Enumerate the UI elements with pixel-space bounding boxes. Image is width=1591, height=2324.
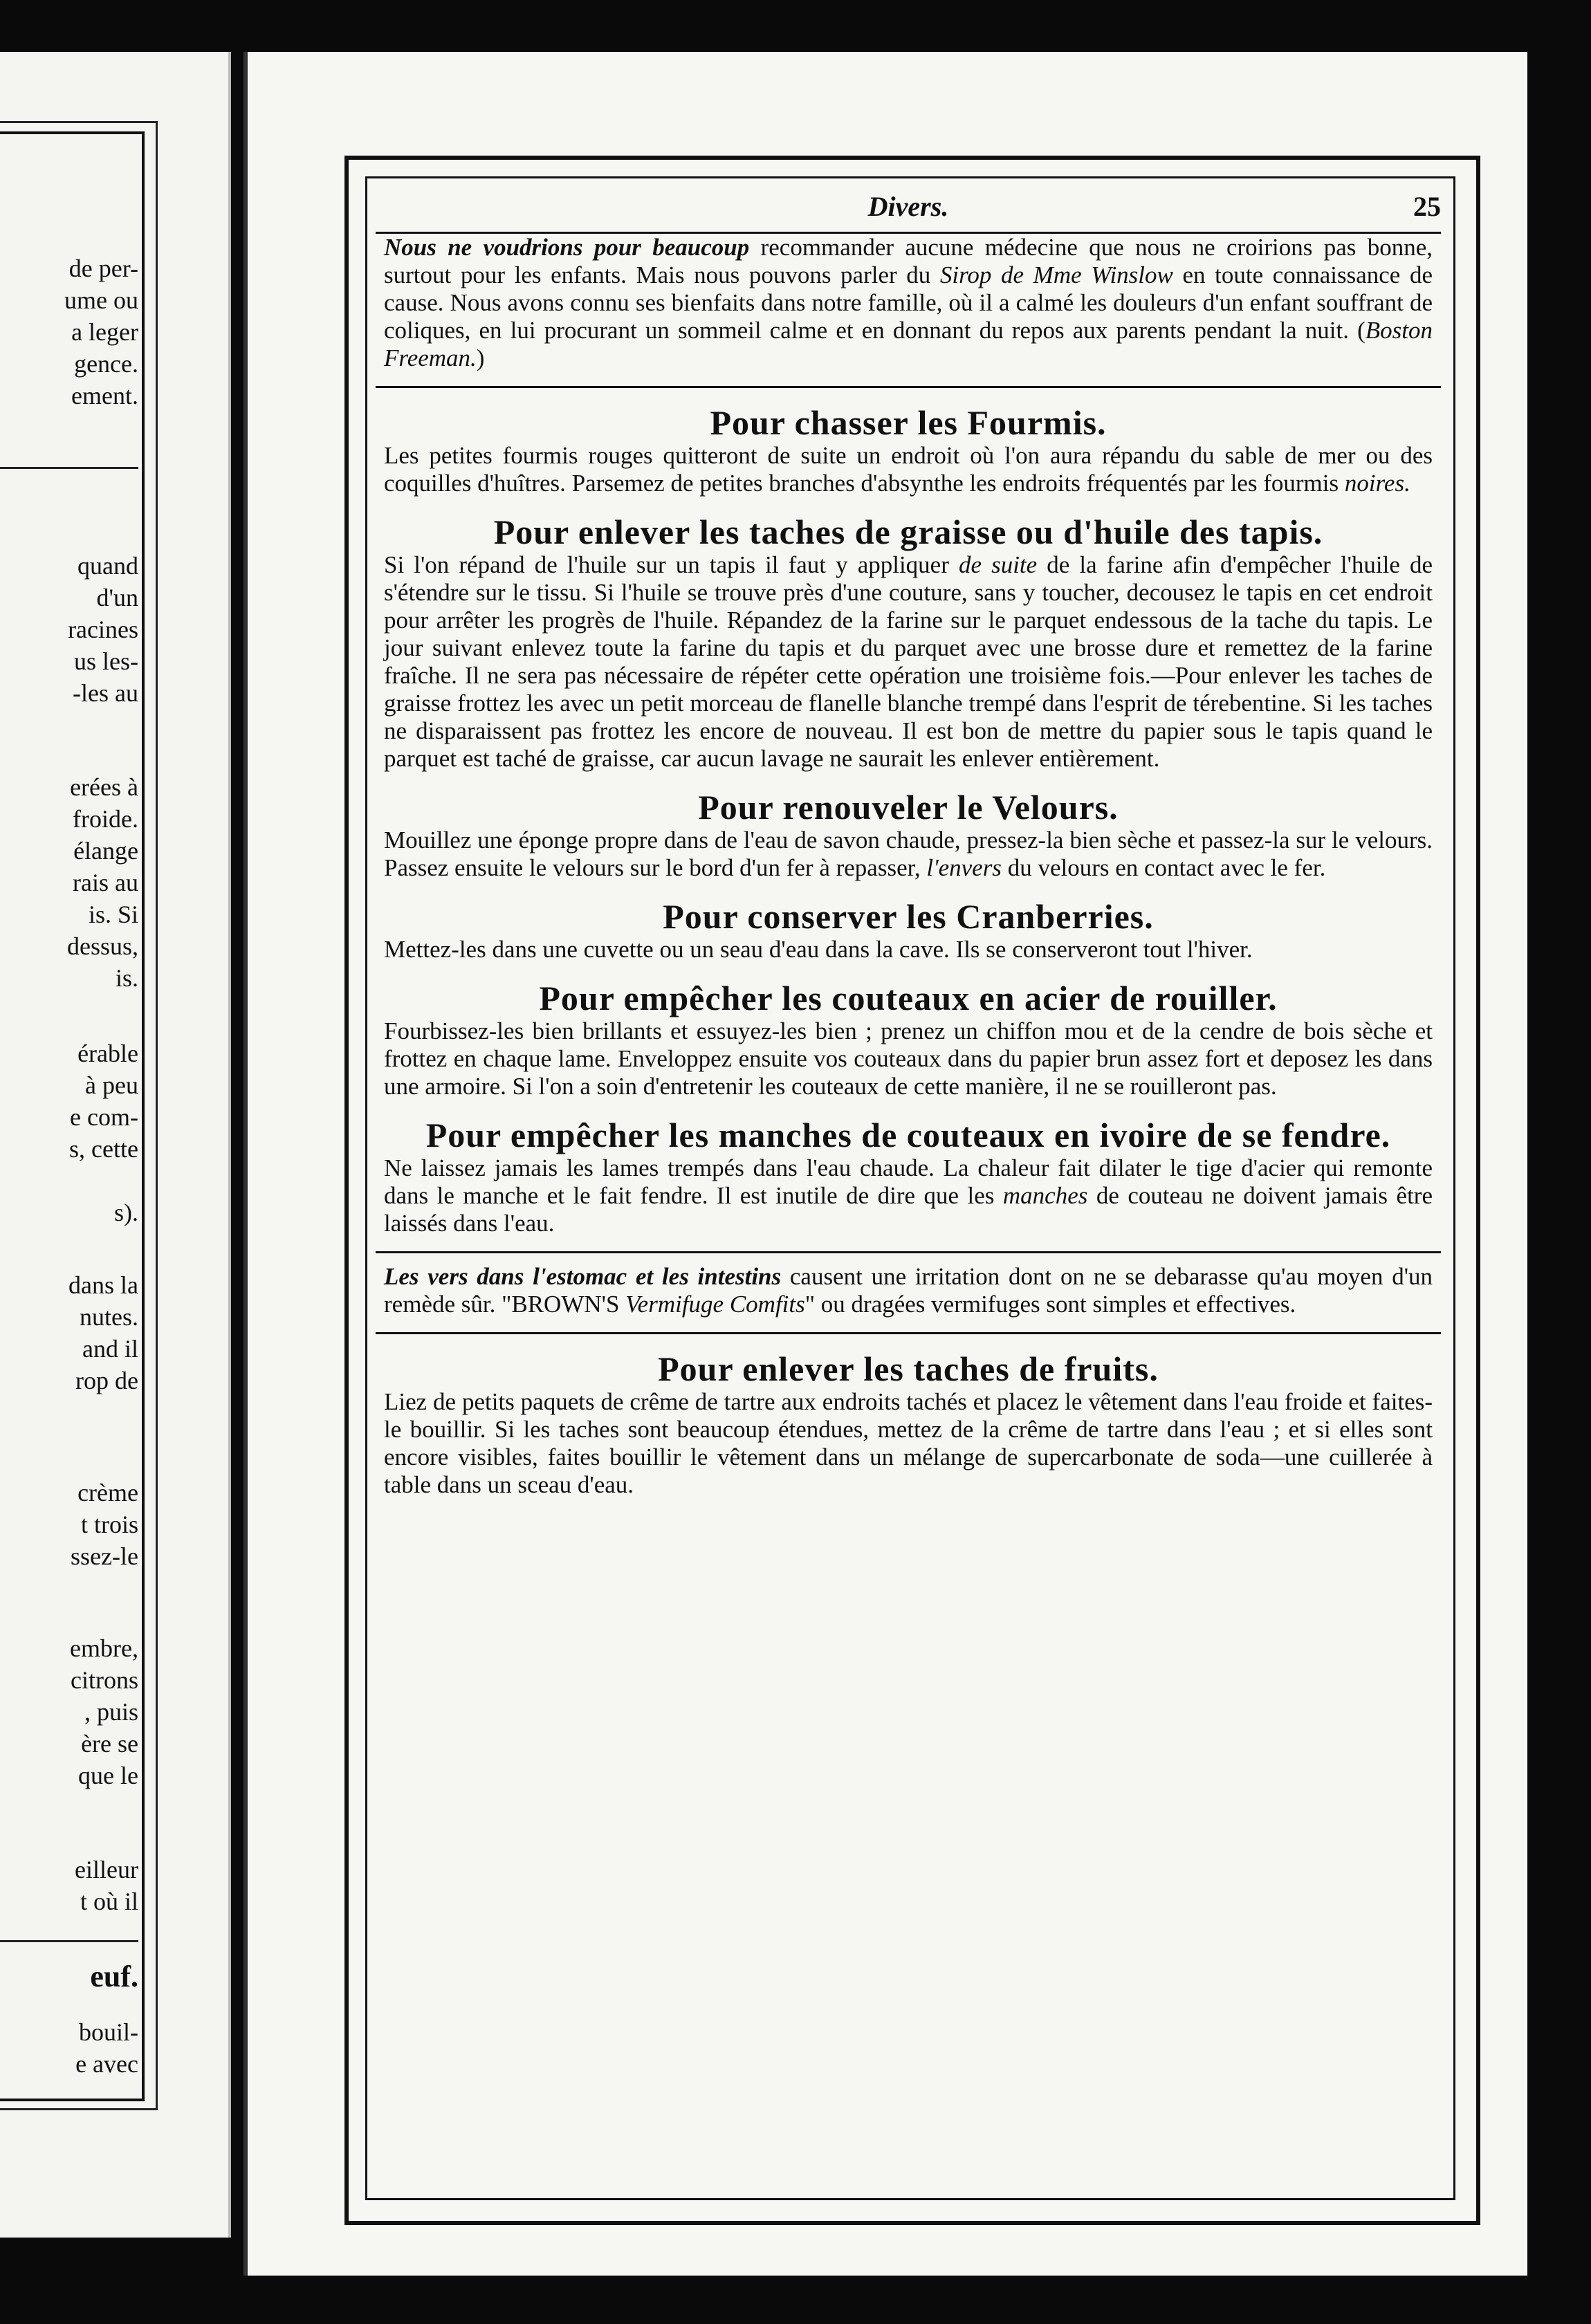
- section-divider: [376, 1251, 1441, 1253]
- previous-page-line: que le: [78, 1762, 138, 1789]
- previous-page-line: rop de: [75, 1367, 138, 1394]
- previous-page-line: is. Si: [88, 901, 138, 928]
- previous-page-line: eilleur: [75, 1856, 138, 1883]
- previous-page-line: bouil-: [79, 2018, 138, 2046]
- page-content: [376, 183, 1441, 1499]
- text-graisse: [376, 551, 1441, 773]
- vermifuge-text: " ou dragées vermifuges sont simples et effectives.: [804, 1291, 1296, 1318]
- page-number: 25: [1413, 191, 1441, 222]
- previous-page-line: de per-: [68, 255, 138, 282]
- text-ivoire-body: de couteau ne doivent jamais être laissés dans l'eau.: [384, 1182, 1433, 1237]
- previous-page-line: e avec: [75, 2050, 138, 2078]
- previous-page-line: dans la: [68, 1271, 138, 1299]
- text-ivoire-body: Ne laissez jamais les lames trempés dans l'eau chaude. La chaleur fait dilater le tige d'acier qui remonte dans le manche et le fait fendre. Il est inutile de dire que les: [384, 1154, 1433, 1209]
- previous-page-heading: euf.: [90, 1959, 138, 1993]
- previous-page-line: à peu: [85, 1071, 138, 1099]
- previous-page-line: e com-: [70, 1103, 138, 1131]
- text-couteaux: Fourbissez-les bien brillants et essuyez-les bien ; prenez un chiffon mou et de la cendre de bois sèche et frottez en chaque lame. Enveloppez ensuite vos couteaux dans du papier brun assez fort et deposez les dans une armoire. Si l'on a soin d'entretenir les couteaux de cette manière, il ne se rouilleront pas.: [384, 1017, 1433, 1100]
- text-velours: [376, 827, 1441, 882]
- previous-page-line: crème: [77, 1479, 138, 1506]
- previous-page-line: a leger: [71, 318, 138, 346]
- previous-page-line: nutes.: [80, 1303, 138, 1331]
- text-cranberries: Mettez-les dans une cuvette ou un seau d'eau dans la cave. Ils se conserveront tout l'hiver.: [384, 936, 1253, 963]
- previous-page-line: rais au: [73, 869, 138, 896]
- previous-page-line: élange: [73, 837, 138, 865]
- previous-page-line: quand: [77, 552, 138, 580]
- heading-ivoire: Pour empêcher les manches de couteaux en ivoire de se fendre.: [425, 1116, 1391, 1154]
- text-fruits: Liez de petits paquets de crême de tartre aux endroits tachés et placez le vêtement dans l'eau froide et faites-le bouillir. Si les taches sont beaucoup étendues, mettez de la crême de tartre dans l'eau ; et si elles sont encore visibles, faites bouillir le vêtement dans un mélange de supercarbonate de soda—une cuillerée à table dans un sceau d'eau.: [384, 1388, 1433, 1498]
- previous-page-line: us les-: [74, 647, 138, 675]
- previous-page-line: s).: [114, 1199, 138, 1226]
- ad-text: recommander aucune médecine que nous ne croirions pas bonne, surtout pour les enfants. Mais nous pouvons parler du: [384, 234, 1433, 288]
- previous-page-line: t trois: [80, 1511, 138, 1538]
- ad-product: Sirop de Mme Winslow: [939, 261, 1173, 288]
- text-graisse-italic: de suite: [958, 551, 1038, 578]
- text-ivoire-italic: manches: [1002, 1182, 1088, 1209]
- vermifuge-advertisement: [376, 1263, 1441, 1318]
- text-ivoire: [376, 1154, 1441, 1237]
- heading-cranberries: Pour conserver les Cranberries.: [663, 897, 1154, 936]
- text-velours-italic: l'envers: [926, 854, 1002, 881]
- heading-graisse: Pour enlever les taches de graisse ou d'huile des tapis.: [493, 513, 1323, 551]
- winslow-advertisement: [376, 234, 1441, 372]
- text-velours-body: Mouillez une éponge propre dans de l'eau de savon chaude, pressez-la bien sèche et passez-la sur le velours. Passez ensuite le velours sur le bord d'un fer à repasser,: [384, 827, 1433, 881]
- text-fourmis: [376, 442, 1441, 497]
- previous-page-line: ssez-le: [71, 1542, 138, 1570]
- previous-page-line: s, cette: [69, 1135, 138, 1163]
- vermifuge-product: Vermifuge Comfits: [625, 1291, 805, 1318]
- previous-page-line: ume ou: [64, 286, 138, 314]
- vermifuge-text: causent une irritation dont on ne se debarasse qu'au moyen d'un remède sûr. "BROWN'S: [384, 1263, 1433, 1318]
- vermifuge-lead: Les vers dans l'estomac et les intestins: [384, 1263, 782, 1290]
- previous-page-line: érable: [77, 1040, 138, 1067]
- previous-page-line: d'un: [96, 584, 138, 611]
- previous-page-line: racines: [68, 616, 138, 643]
- previous-page-line: erées à: [70, 773, 138, 801]
- previous-page-rule: [0, 467, 138, 469]
- previous-page-line: dessus,: [66, 932, 138, 960]
- previous-page-line: froide.: [73, 805, 138, 833]
- page: [243, 52, 1527, 2276]
- previous-page-line: embre,: [70, 1634, 138, 1662]
- running-head-title: Divers.: [867, 191, 949, 222]
- previous-page-line: -les au: [73, 679, 138, 707]
- text-graisse-body: Si l'on répand de l'huile sur un tapis il faut y appliquer: [384, 551, 959, 578]
- previous-page-line: gence.: [74, 350, 138, 378]
- text-graisse-body: de la farine afin d'empêcher l'huile de s'étendre sur le tissu. Si l'huile se trouve près d'une couture, sans y toucher, decousez le tapis en cet endroit pour arrêter les progrès de l'huile. Répandez de la farine sur le parquet endessous de la tache du tapis. Le jour suivant enlevez toute la farine du tapis et du parquet avec une brosse dure et remettez de la farine fraîche. Il ne sera pas nécessaire de répéter cette opération une troisième fois.—Pour enlever les taches de graisse frottez les avec un petit morceau de flanelle blanche trempé dans l'esprit de térebentine. Si les taches ne disparaissent pas frottez les encore de nouveau. Il est bon de mettre du papier sous le tapis quand le parquet est taché de graisse, car aucun lavage ne saurait les enlever entièrement.: [384, 551, 1433, 772]
- heading-fourmis: Pour chasser les Fourmis.: [710, 403, 1107, 442]
- previous-page-fragment: [0, 52, 231, 2238]
- heading-couteaux: Pour empêcher les couteaux en acier de rouiller.: [539, 979, 1278, 1017]
- heading-fruits: Pour enlever les taches de fruits.: [658, 1349, 1159, 1388]
- ad-text: en toute connaissance de cause. Nous avons connu ses bienfaits dans notre famille, où il a calmé les douleurs d'un enfant souffrant de coliques, en lui procurant un sommeil calme et en donnant du repos aux parents pendant la nuit. (: [384, 261, 1433, 344]
- previous-page-line: , puis: [84, 1698, 138, 1726]
- text-fourmis-italic: noires.: [1344, 470, 1410, 497]
- text-velours-body: du velours en contact avec le fer.: [1001, 854, 1326, 881]
- ad-text: ): [476, 344, 485, 371]
- ad-source: Boston Freeman.: [384, 317, 1433, 371]
- ad-lead: Nous ne voudrions pour beaucoup: [384, 234, 750, 261]
- previous-page-line: citrons: [71, 1666, 138, 1694]
- previous-page-rule: [0, 1940, 138, 1942]
- previous-page-line: ère se: [81, 1730, 138, 1758]
- previous-page-line: t où il: [80, 1888, 138, 1915]
- heading-velours: Pour renouveler le Velours.: [698, 788, 1119, 827]
- text-fourmis-body: Les petites fourmis rouges quitteront de suite un endroit où l'on aura répandu du sable de mer ou des coquilles d'huîtres. Parsemez de petites branches d'absynthe les endroits fréquentés par les fourmis: [384, 442, 1433, 497]
- previous-page-line: and il: [82, 1335, 138, 1363]
- running-head: [376, 183, 1441, 234]
- previous-page-line: ement.: [71, 382, 138, 409]
- previous-page-line: is.: [115, 964, 138, 992]
